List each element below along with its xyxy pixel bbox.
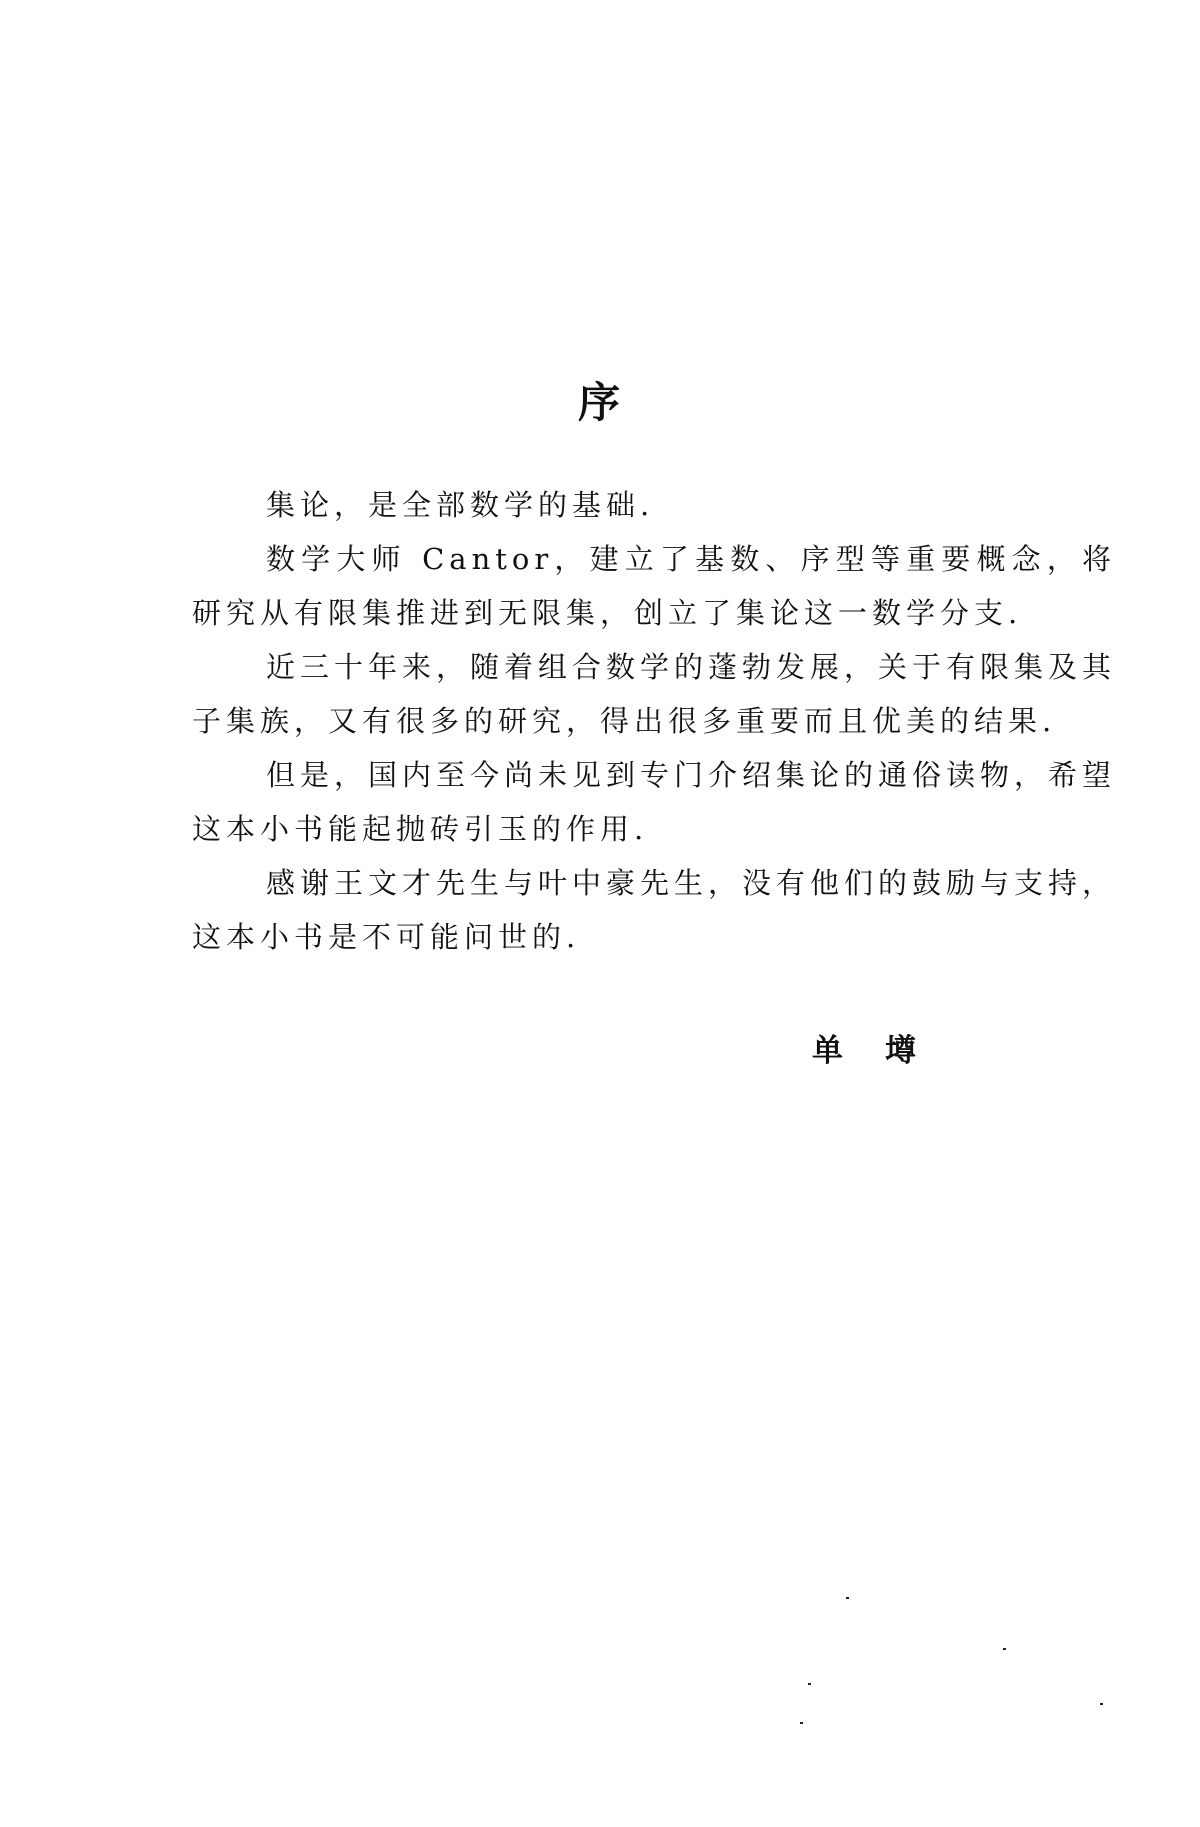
preface-body (192, 478, 1116, 964)
author-signature-part-1: 单 (812, 1033, 845, 1069)
paragraph-5: 感谢王文才先生与叶中豪先生，没有他们的鼓励与支持，这本小书是不可能问世的. (192, 866, 1117, 954)
scan-speck (808, 1683, 811, 1685)
paragraph-3: 近三十年来，随着组合数学的蓬勃发展，关于有限集及其子集族，又有很多的研究，得出很多重要而且优美的结果. (192, 650, 1117, 738)
paragraph-1: 集论，是全部数学的基础. (266, 488, 655, 522)
scan-speck (846, 1597, 849, 1599)
scan-speck (1003, 1648, 1006, 1650)
author-signature (812, 1025, 918, 1070)
paragraph-4: 但是，国内至今尚未见到专门介绍集论的通俗读物，希望这本小书能起抛砖引玉的作用. (192, 758, 1117, 846)
scan-speck (800, 1722, 803, 1724)
paragraph-2: 数学大师 Cantor，建立了基数、序型等重要概念，将研究从有限集推进到无限集，创立了集论这一数学分支. (192, 542, 1116, 630)
author-signature-part-2: 墫 (885, 1033, 918, 1069)
scan-speck (1100, 1703, 1103, 1705)
preface-title: 序 (577, 378, 622, 427)
